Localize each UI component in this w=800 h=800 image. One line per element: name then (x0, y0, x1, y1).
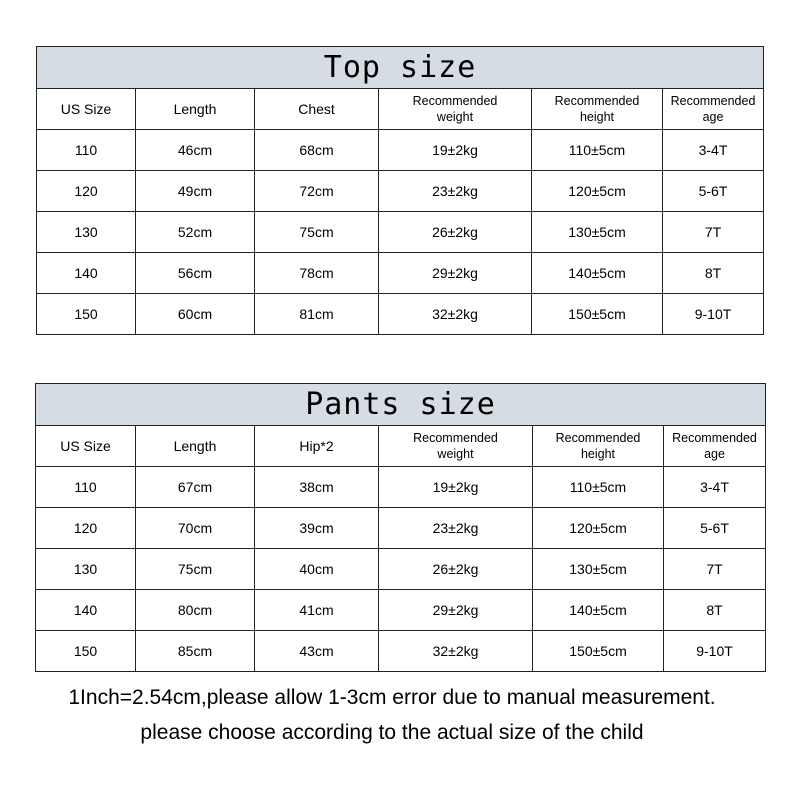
table-cell: 38cm (255, 467, 379, 508)
table-cell: 8T (664, 590, 766, 631)
table-cell: 5-6T (664, 508, 766, 549)
table-row (37, 130, 764, 171)
column-header (663, 89, 764, 130)
table-cell: 150 (36, 631, 136, 672)
table-row (37, 212, 764, 253)
top-header-row (37, 89, 764, 130)
table-row (36, 508, 766, 549)
column-header (533, 426, 664, 467)
table-cell: 70cm (136, 508, 255, 549)
table-cell: 40cm (255, 549, 379, 590)
table-cell: 39cm (255, 508, 379, 549)
column-header-line: age (704, 447, 725, 461)
column-header-line: Recommended (670, 94, 756, 108)
column-header (532, 89, 663, 130)
table-cell: 68cm (255, 130, 379, 171)
column-header-line: Recommended (412, 94, 498, 108)
table-cell: 43cm (255, 631, 379, 672)
column-header (664, 426, 766, 467)
table-cell: 67cm (136, 467, 255, 508)
table-cell: 110 (37, 130, 136, 171)
table-cell: 110 (36, 467, 136, 508)
column-header-line: height (580, 447, 616, 461)
pants-size-table (35, 383, 766, 672)
table-cell: 23±2kg (379, 171, 532, 212)
top-size-table (36, 46, 764, 335)
column-header (379, 89, 532, 130)
table-cell: 56cm (136, 253, 255, 294)
table-row (37, 294, 764, 335)
pants-table-title: Pants size (36, 384, 766, 426)
measurement-note: 1Inch=2.54cm,please allow 1-3cm error due to manual measurement. (68, 686, 716, 709)
table-cell: 150±5cm (532, 294, 663, 335)
table-row (36, 549, 766, 590)
table-cell: 150 (37, 294, 136, 335)
column-header-line: age (702, 110, 724, 124)
column-header: US Size (37, 89, 136, 130)
column-header-line: Recommended (413, 431, 498, 445)
table-cell: 130±5cm (533, 549, 664, 590)
table-cell: 46cm (136, 130, 255, 171)
table-cell: 5-6T (663, 171, 764, 212)
column-header-line: weight (436, 110, 474, 124)
table-cell: 7T (664, 549, 766, 590)
table-cell: 140±5cm (533, 590, 664, 631)
table-cell: 49cm (136, 171, 255, 212)
table-row (36, 590, 766, 631)
table-row (37, 253, 764, 294)
table-cell: 80cm (136, 590, 255, 631)
column-header-line: Recommended (554, 94, 640, 108)
table-cell: 140 (36, 590, 136, 631)
table-row (36, 467, 766, 508)
table-cell: 81cm (255, 294, 379, 335)
table-cell: 150±5cm (533, 631, 664, 672)
table-cell: 140±5cm (532, 253, 663, 294)
table-cell: 110±5cm (532, 130, 663, 171)
table-cell: 26±2kg (379, 212, 532, 253)
table-cell: 120±5cm (533, 508, 664, 549)
table-cell: 29±2kg (379, 253, 532, 294)
table-cell: 120±5cm (532, 171, 663, 212)
table-cell: 78cm (255, 253, 379, 294)
table-cell: 140 (37, 253, 136, 294)
column-header-line: weight (437, 447, 474, 461)
table-row (37, 171, 764, 212)
table-cell: 19±2kg (379, 130, 532, 171)
table-row (36, 631, 766, 672)
table-cell: 29±2kg (379, 590, 533, 631)
table-cell: 85cm (136, 631, 255, 672)
table-cell: 52cm (136, 212, 255, 253)
table-cell: 120 (37, 171, 136, 212)
top-size-table-body (37, 47, 764, 335)
table-cell: 9-10T (664, 631, 766, 672)
table-cell: 130 (37, 212, 136, 253)
pants-title-row (36, 384, 766, 426)
table-cell: 3-4T (664, 467, 766, 508)
column-header-line: Recommended (672, 431, 757, 445)
column-header: US Size (36, 426, 136, 467)
pants-header-row (36, 426, 766, 467)
table-cell: 130±5cm (532, 212, 663, 253)
table-cell: 32±2kg (379, 294, 532, 335)
column-header: Chest (255, 89, 379, 130)
column-header: Length (136, 89, 255, 130)
table-cell: 26±2kg (379, 549, 533, 590)
table-cell: 7T (663, 212, 764, 253)
size-advice-note: please choose according to the actual size of the child (140, 721, 644, 744)
table-cell: 120 (36, 508, 136, 549)
table-cell: 130 (36, 549, 136, 590)
table-cell: 110±5cm (533, 467, 664, 508)
table-cell: 72cm (255, 171, 379, 212)
top-title-row (37, 47, 764, 89)
column-header: Length (136, 426, 255, 467)
column-header (379, 426, 533, 467)
table-cell: 9-10T (663, 294, 764, 335)
top-table-title: Top size (37, 47, 764, 89)
table-cell: 3-4T (663, 130, 764, 171)
table-cell: 41cm (255, 590, 379, 631)
table-cell: 8T (663, 253, 764, 294)
column-header-line: Recommended (555, 431, 641, 445)
table-cell: 32±2kg (379, 631, 533, 672)
column-header-line: height (579, 110, 615, 124)
table-cell: 75cm (255, 212, 379, 253)
table-cell: 75cm (136, 549, 255, 590)
pants-size-table-body (36, 384, 766, 672)
table-cell: 19±2kg (379, 467, 533, 508)
table-cell: 60cm (136, 294, 255, 335)
column-header: Hip*2 (255, 426, 379, 467)
table-cell: 23±2kg (379, 508, 533, 549)
